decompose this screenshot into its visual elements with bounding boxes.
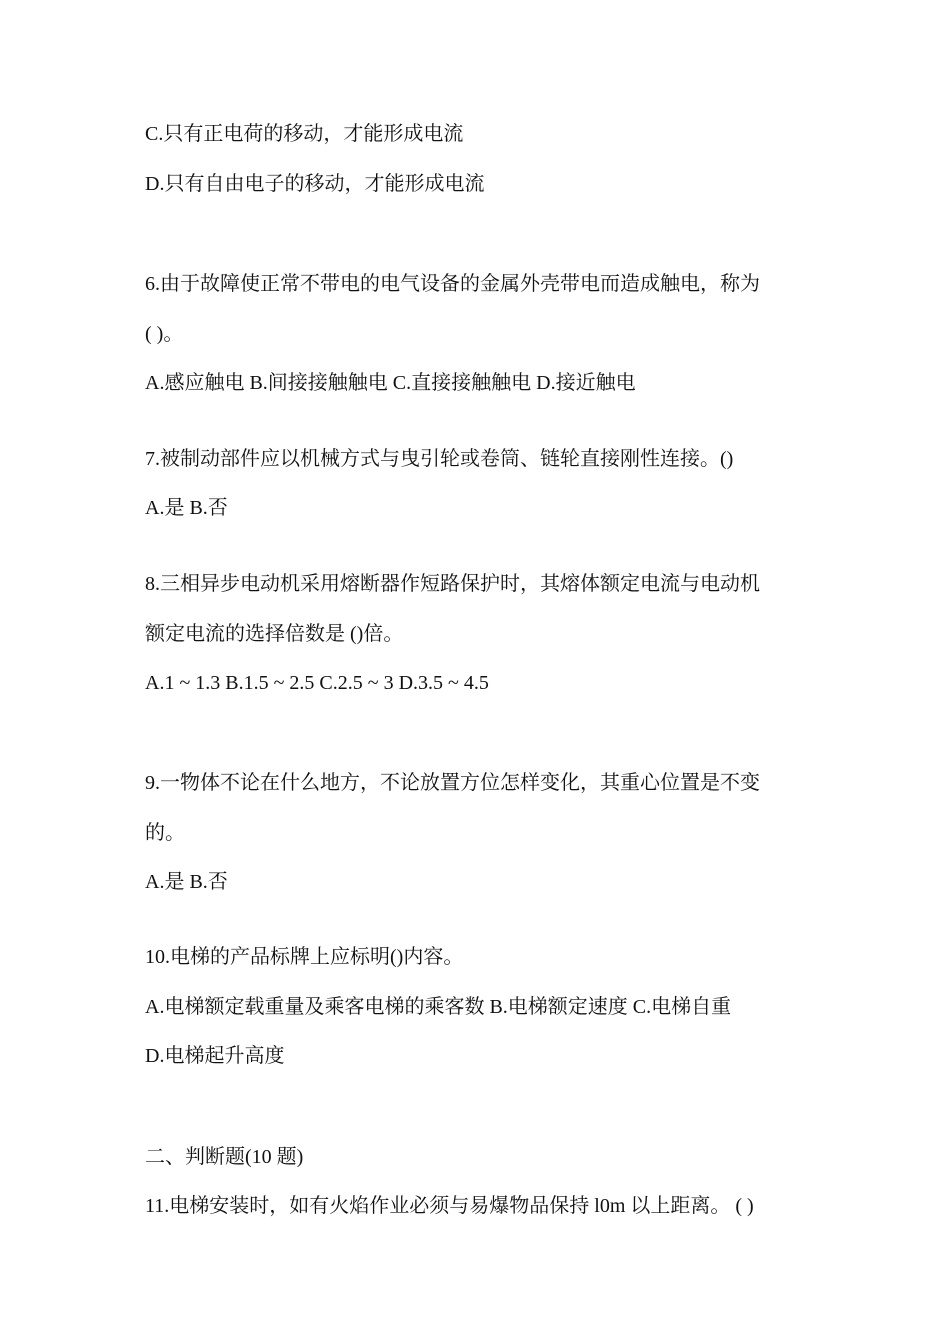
q9-options: A.是 B.否 xyxy=(145,871,228,893)
q6-text-line2: ( )。 xyxy=(145,323,184,345)
q8-options: A.1 ~ 1.3 B.1.5 ~ 2.5 C.2.5 ~ 3 D.3.5 ~ 4.5 xyxy=(145,672,489,694)
q9-text-line2: 的。 xyxy=(145,822,185,844)
q10-options-line1: A.电梯额定载重量及乘客电梯的乘客数 B.电梯额定速度 C.电梯自重 xyxy=(145,996,732,1018)
q9-text-line1: 9.一物体不论在什么地方，不论放置方位怎样变化，其重心位置是不变 xyxy=(145,772,760,794)
q10-text: 10.电梯的产品标牌上应标明()内容。 xyxy=(145,946,464,968)
q8-text-line2: 额定电流的选择倍数是 ()倍。 xyxy=(145,623,404,645)
q5-option-c: C.只有正电荷的移动，才能形成电流 xyxy=(145,123,464,145)
q6-text-line1: 6.由于故障使正常不带电的电气设备的金属外壳带电而造成触电，称为 xyxy=(145,273,760,295)
q8-text-line1: 8.三相异步电动机采用熔断器作短路保护时，其熔体额定电流与电动机 xyxy=(145,573,760,595)
q6-options: A.感应触电 B.间接接触触电 C.直接接触触电 D.接近触电 xyxy=(145,372,636,394)
q7-text: 7.被制动部件应以机械方式与曳引轮或卷筒、链轮直接刚性连接。() xyxy=(145,448,734,470)
q11-text: 11.电梯安装时，如有火焰作业必须与易爆物品保持 l0m 以上距离。 ( ) xyxy=(145,1195,754,1217)
q7-options: A.是 B.否 xyxy=(145,497,228,519)
section2-heading: 二、判断题(10 题) xyxy=(145,1146,304,1168)
q10-options-line2: D.电梯起升高度 xyxy=(145,1045,285,1067)
q5-option-d: D.只有自由电子的移动，才能形成电流 xyxy=(145,173,485,195)
